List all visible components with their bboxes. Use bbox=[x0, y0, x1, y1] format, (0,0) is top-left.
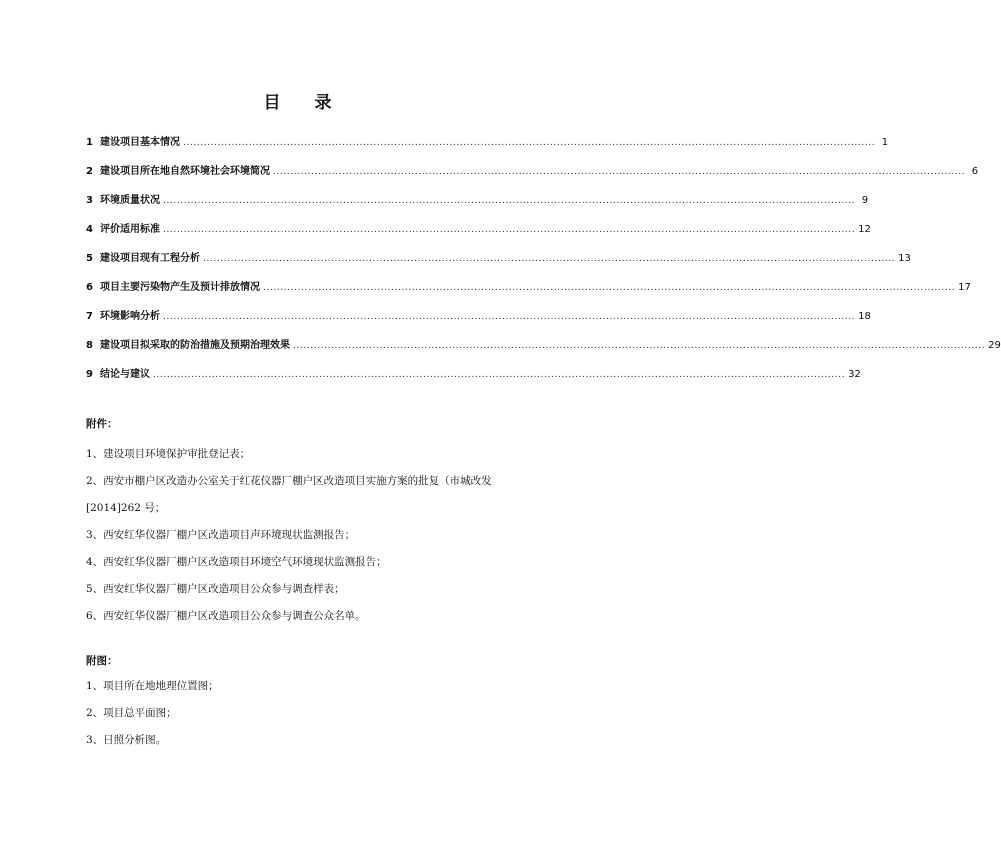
toc-entry-page: 13 bbox=[898, 253, 911, 264]
toc-entry-page: 29 bbox=[988, 340, 1001, 351]
toc-dot-leader: ........................................................................................................................................................................................................ bbox=[183, 138, 876, 148]
toc-dot-leader: ........................................................................................................................................................................................................ bbox=[263, 283, 956, 293]
toc-entry[interactable] bbox=[86, 307, 871, 336]
toc-dot-leader: ........................................................................................................................................................................................................ bbox=[293, 341, 986, 351]
toc-entry-label: 建设项目现有工程分析 bbox=[100, 253, 200, 264]
figure-item: 3、日照分析图。 bbox=[86, 734, 167, 746]
toc-entry-number: 9 bbox=[86, 369, 93, 380]
toc-entry-label: 评价适用标准 bbox=[100, 224, 160, 235]
toc-entry[interactable] bbox=[86, 220, 871, 249]
toc-dot-leader: ........................................................................................................................................................................................................ bbox=[163, 312, 856, 322]
toc-entry-label: 建设项目拟采取的防治措施及预期治理效果 bbox=[100, 340, 290, 351]
toc-entry-number: 5 bbox=[86, 253, 93, 264]
toc-entry[interactable] bbox=[86, 162, 979, 191]
attachment-item: 3、西安红华仪器厂棚户区改造项目声环境现状监测报告； bbox=[86, 529, 356, 541]
toc-entry-number: 4 bbox=[86, 224, 93, 235]
attachment-item: 5、西安红华仪器厂棚户区改造项目公众参与调查样表； bbox=[86, 583, 345, 595]
toc-entry-label: 项目主要污染物产生及预计排放情况 bbox=[100, 282, 260, 293]
toc-entry-page: 9 bbox=[861, 195, 869, 206]
toc-entry-number: 3 bbox=[86, 195, 93, 206]
toc-entry-label: 建设项目所在地自然环境社会环境简况 bbox=[100, 166, 270, 177]
toc-entry[interactable] bbox=[86, 336, 1001, 365]
toc-entry[interactable] bbox=[86, 191, 869, 220]
figure-item: 1、项目所在地地理位置图； bbox=[86, 680, 219, 692]
toc-dot-leader: ........................................................................................................................................................................................................ bbox=[153, 370, 846, 380]
toc-entry-label: 结论与建议 bbox=[100, 369, 150, 380]
toc-entry-label: 建设项目基本情况 bbox=[100, 137, 180, 148]
toc-entry-page: 32 bbox=[848, 369, 861, 380]
toc-entry[interactable] bbox=[86, 133, 889, 162]
toc-entry-number: 2 bbox=[86, 166, 93, 177]
toc-entry-label: 环境影响分析 bbox=[100, 311, 160, 322]
attachment-item: 6、西安红华仪器厂棚户区改造项目公众参与调查公众名单。 bbox=[86, 610, 366, 622]
toc-entry[interactable] bbox=[86, 249, 911, 278]
toc-entry-page: 1 bbox=[881, 137, 889, 148]
toc-entry-page: 12 bbox=[858, 224, 871, 235]
attachments-list bbox=[86, 441, 526, 630]
toc-dot-leader: ........................................................................................................................................................................................................ bbox=[163, 196, 856, 206]
toc-dot-leader: ........................................................................................................................................................................................................ bbox=[163, 225, 856, 235]
toc-entry-number: 7 bbox=[86, 311, 93, 322]
attachment-item: 1、建设项目环境保护审批登记表； bbox=[86, 448, 251, 460]
figures-heading: 附图： bbox=[86, 655, 118, 667]
attachments-heading: 附件： bbox=[86, 418, 118, 430]
figures-list bbox=[86, 673, 526, 754]
attachment-item: 4、西安红华仪器厂棚户区改造项目环境空气环境现状监测报告； bbox=[86, 556, 387, 568]
toc-dot-leader: ........................................................................................................................................................................................................ bbox=[273, 167, 966, 177]
toc-entry[interactable] bbox=[86, 278, 971, 307]
toc-entry-label: 环境质量状况 bbox=[100, 195, 160, 206]
toc-entry-page: 18 bbox=[858, 311, 871, 322]
figure-item: 2、项目总平面图； bbox=[86, 707, 177, 719]
toc-entry[interactable] bbox=[86, 365, 861, 394]
toc-entry-page: 6 bbox=[971, 166, 979, 177]
toc-entry-number: 8 bbox=[86, 340, 93, 351]
toc-dot-leader: ........................................................................................................................................................................................................ bbox=[203, 254, 896, 264]
table-of-contents bbox=[86, 133, 1001, 394]
toc-entry-page: 17 bbox=[958, 282, 971, 293]
toc-entry-number: 1 bbox=[86, 137, 93, 148]
toc-entry-number: 6 bbox=[86, 282, 93, 293]
page-title: 目 录 bbox=[263, 93, 346, 113]
attachment-item: 2、西安市棚户区改造办公室关于红花仪器厂棚户区改造项目实施方案的批复（市城改发[2014]262 号； bbox=[86, 475, 492, 514]
